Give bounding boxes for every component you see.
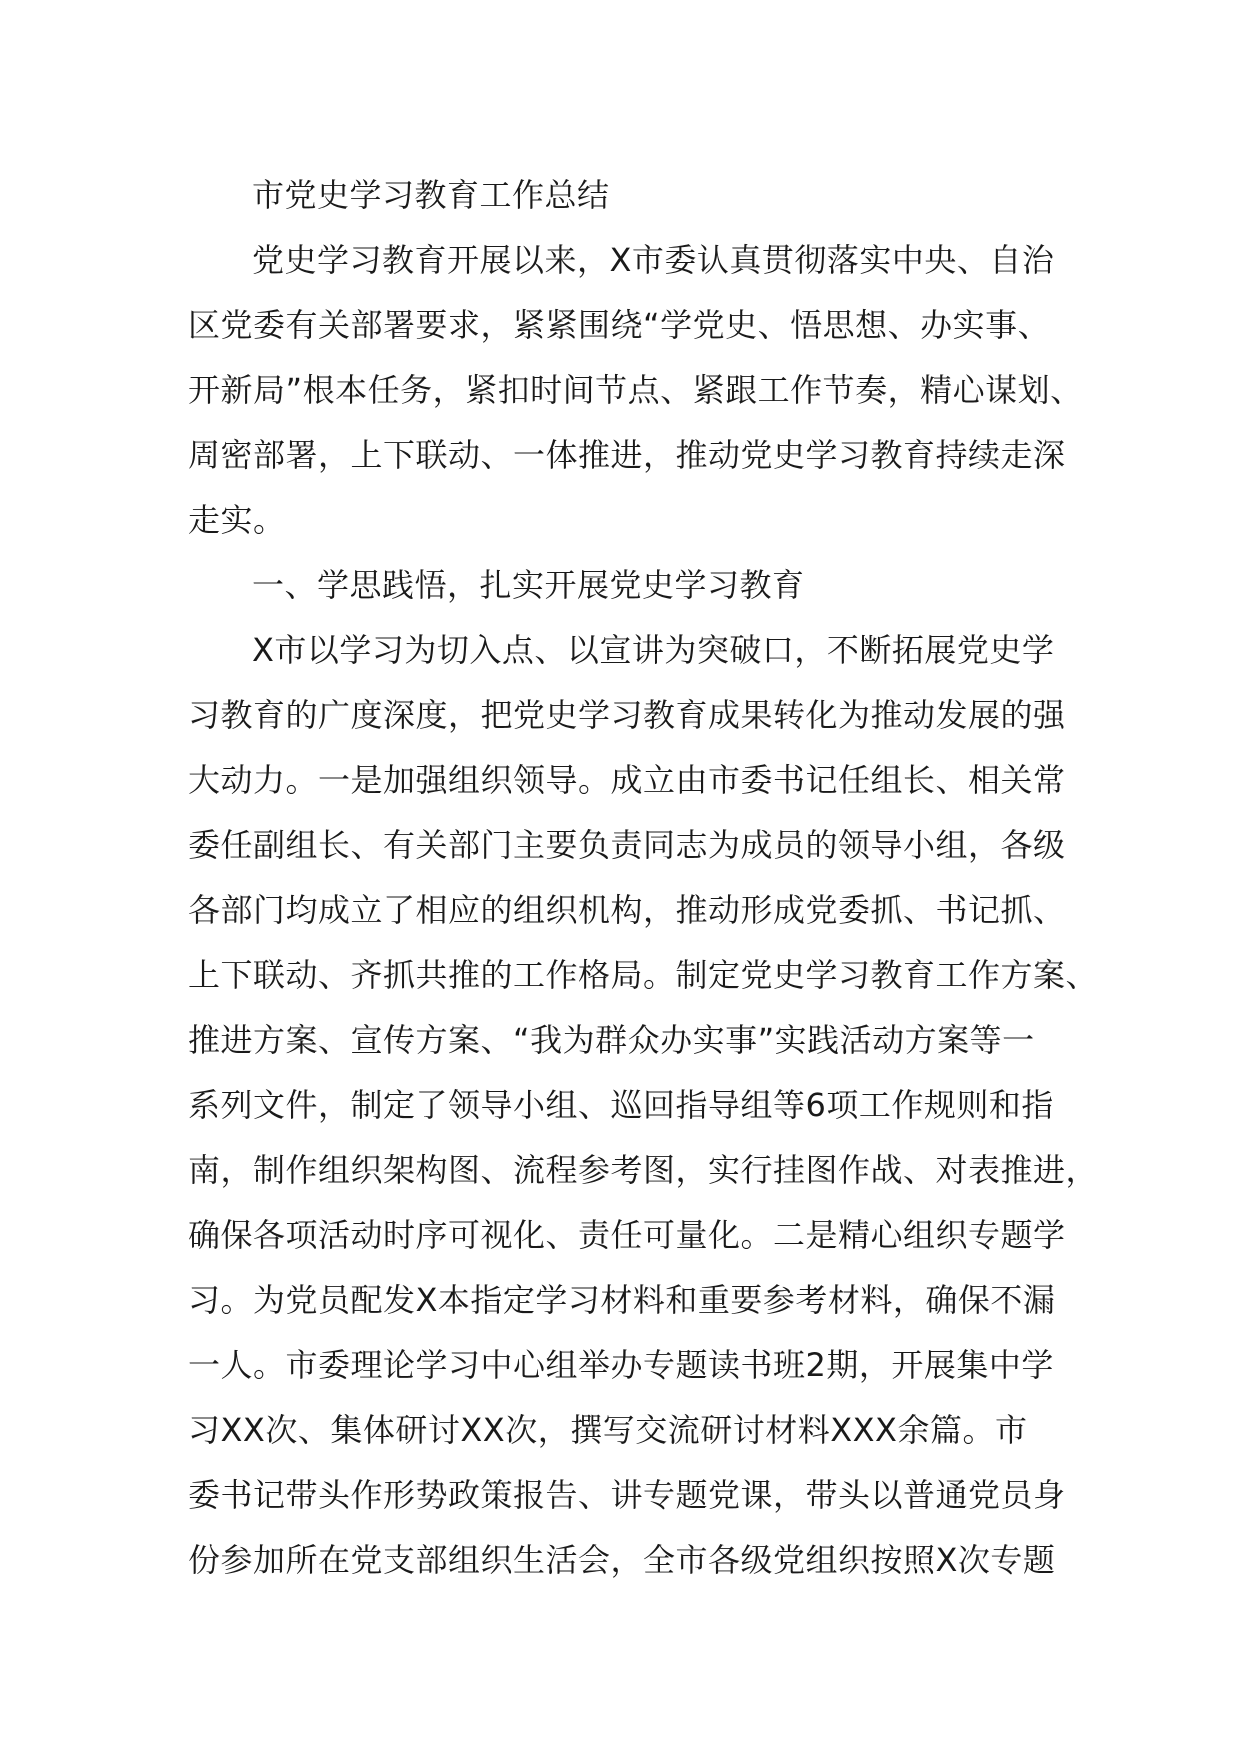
paragraph-line: 推进方案、宣传方案、“我为群众办实事”实践活动方案等一 [188, 1021, 1035, 1059]
paragraph-line: 习XX次、集体研讨XX次，撰写交流研讨材料XXX余篇。市 [188, 1411, 1028, 1449]
paragraph-line: 确保各项活动时序可视化、责任可量化。二是精心组织专题学 [188, 1216, 1066, 1254]
paragraph-line: X市以学习为切入点、以宣讲为突破口，不断拓展党史学 [252, 631, 1055, 669]
paragraph-line: 周密部署，上下联动、一体推进，推动党史学习教育持续走深 [188, 436, 1066, 474]
paragraph-line: 习教育的广度深度，把党史学习教育成果转化为推动发展的强 [188, 696, 1066, 734]
section-heading: 一、学思践悟，扎实开展党史学习教育 [252, 566, 805, 604]
paragraph-line: 系列文件，制定了领导小组、巡回指导组等6项工作规则和指 [188, 1086, 1054, 1124]
document-body [188, 163, 1099, 1593]
paragraph-line: 一人。市委理论学习中心组举办专题读书班2期，开展集中学 [188, 1346, 1054, 1384]
paragraph-line: 委书记带头作形势政策报告、讲专题党课，带头以普通党员身 [188, 1476, 1066, 1514]
document-title: 市党史学习教育工作总结 [252, 176, 610, 214]
paragraph-line: 走实。 [188, 501, 286, 539]
paragraph-line: 党史学习教育开展以来，X市委认真贯彻落实中央、自治 [252, 241, 1055, 279]
paragraph-line: 各部门均成立了相应的组织机构，推动形成党委抓、书记抓、 [188, 891, 1066, 929]
paragraph-line: 份参加所在党支部组织生活会，全市各级党组织按照X次专题 [188, 1541, 1056, 1579]
paragraph-line: 习。为党员配发X本指定学习材料和重要参考材料，确保不漏 [188, 1281, 1056, 1319]
paragraph-line: 开新局”根本任务，紧扣时间节点、紧跟工作节奏，精心谋划、 [188, 371, 1083, 409]
paragraph-line: 区党委有关部署要求，紧紧围绕“学党史、悟思想、办实事、 [188, 306, 1051, 344]
paragraph-line: 上下联动、齐抓共推的工作格局。制定党史学习教育工作方案、 [188, 956, 1099, 994]
paragraph-line: 南，制作组织架构图、流程参考图，实行挂图作战、对表推进， [188, 1151, 1099, 1189]
paragraph-line: 委任副组长、有关部门主要负责同志为成员的领导小组，各级 [188, 826, 1066, 864]
paragraph-line: 大动力。一是加强组织领导。成立由市委书记任组长、相关常 [188, 761, 1066, 799]
